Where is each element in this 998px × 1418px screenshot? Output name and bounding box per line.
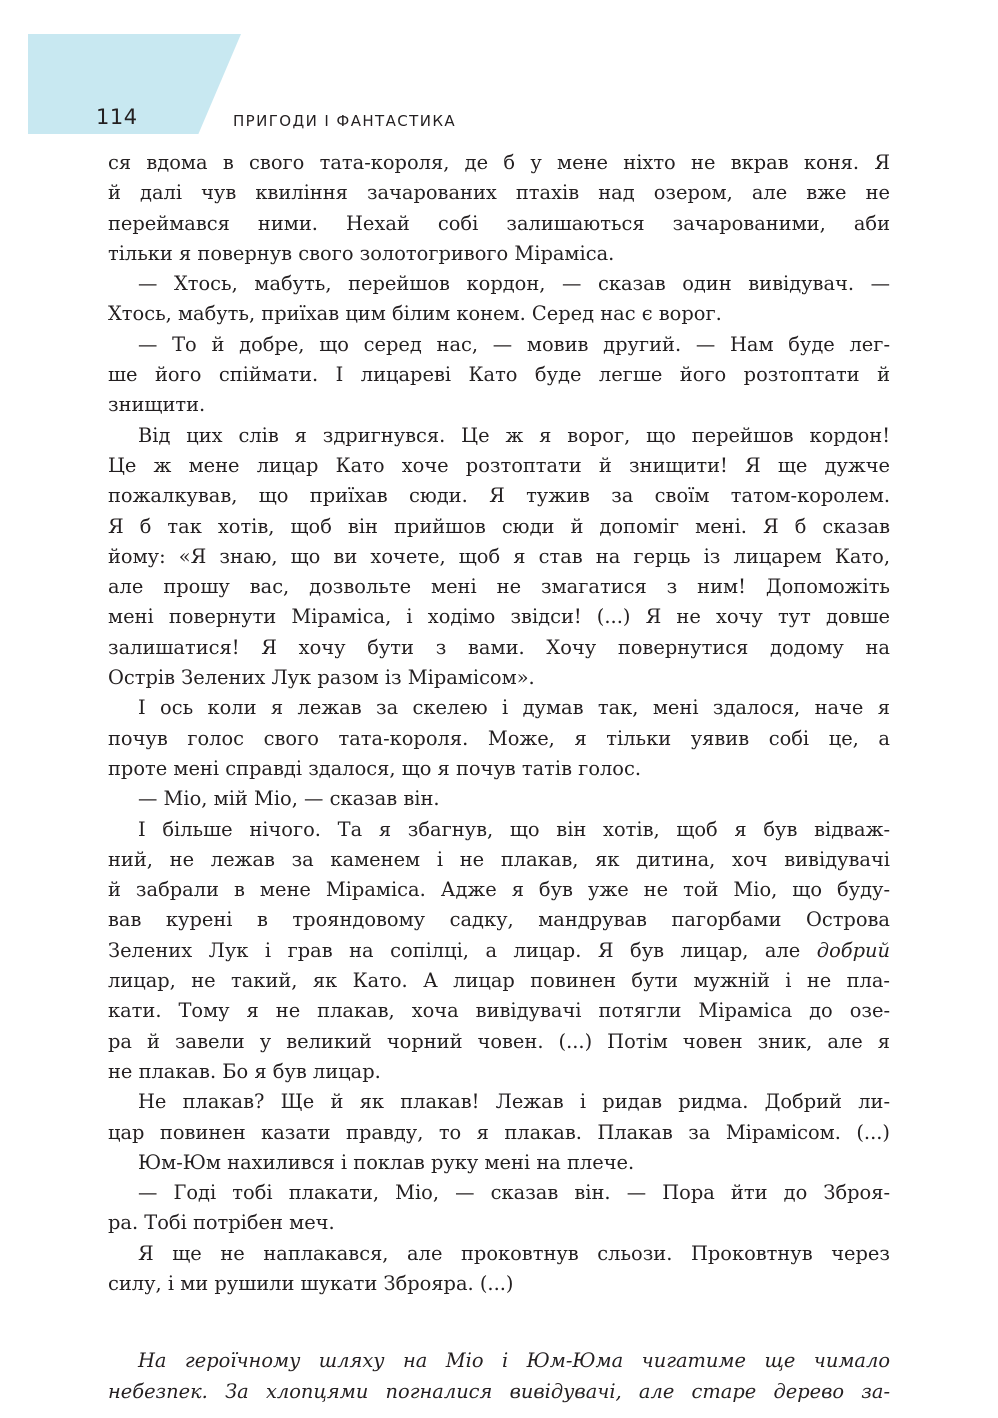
section-title: ПРИГОДИ І ФАНТАСТИКА bbox=[233, 112, 457, 130]
body-text bbox=[108, 148, 890, 1407]
text-line: лицар, не такий, як Като. А лицар повинен бути мужній і не пла- bbox=[108, 969, 890, 993]
text-line: цар повинен казати правду, то я плакав. Плакав за Мірамісом. (...) bbox=[108, 1120, 890, 1144]
text-line: не плакав. Бо я був лицар. bbox=[108, 1059, 381, 1083]
text-line: Я б так хотів, щоб він прийшов сюди й допоміг мені. Я б сказав bbox=[108, 514, 890, 538]
text-line: — Міо, мій Міо, — сказав він. bbox=[138, 787, 440, 811]
text-segment: Зелених Лук і грав на сопілці, а лицар. Я був лицар, але bbox=[108, 938, 801, 962]
text-line: ся вдома в свого тата-короля, де б у мене ніхто не вкрав коня. Я bbox=[108, 151, 890, 174]
text-line: знищити. bbox=[108, 393, 206, 417]
text-line: мені повернути Міраміса, і ходімо звідси! (...) Я не хочу тут довше bbox=[108, 605, 890, 629]
text-line: І ось коли я лежав за скелею і думав так, мені здалося, наче я bbox=[138, 696, 890, 720]
text-line bbox=[108, 936, 890, 966]
summary-line: На героїчному шляху на Міо і Юм-Юма чигатиме ще чимало bbox=[138, 1349, 890, 1373]
page-number: 114 bbox=[96, 105, 138, 129]
text-line: Я ще не наплакався, але проковтнув сльози. Проковтнув через bbox=[138, 1241, 890, 1265]
text-line: почув голос свого тата-короля. Може, я тільки уявив собі це, а bbox=[108, 726, 890, 750]
text-line: й далі чув квиління зачарованих птахів над озером, але вже не bbox=[108, 181, 890, 205]
text-line: Хтось, мабуть, приїхав цим білим конем. Серед нас є ворог. bbox=[108, 302, 722, 326]
text-line: — То й добре, що серед нас, — мовив другий. — Нам буде лег- bbox=[138, 332, 890, 356]
text-line: проте мені справді здалося, що я почув татів голос. bbox=[108, 756, 642, 780]
text-line: ше його спіймати. І лицареві Като буде легше його розтоптати й bbox=[108, 363, 890, 387]
text-line: пожалкував, що приїхав сюди. Я тужив за своїм татом-королем. bbox=[108, 484, 890, 508]
text-line: — Хтось, мабуть, перейшов кордон, — сказав один вивідувач. — bbox=[138, 272, 890, 296]
text-line: Не плакав? Ще й як плакав! Лежав і ридав ридма. Добрий ли- bbox=[138, 1090, 890, 1114]
text-line: Це ж мене лицар Като хоче розтоптати й знищити! Я ще дужче bbox=[108, 453, 890, 477]
text-line: вав курені в трояндовому садку, мандрував пагорбами Острова bbox=[108, 908, 890, 932]
text-line: силу, і ми рушили шукати Зброяра. (...) bbox=[108, 1271, 514, 1295]
text-line: й забрали в мене Міраміса. Адже я був уже не той Міо, що буду- bbox=[108, 878, 890, 902]
text-line: Юм-Юм нахилився і поклав руку мені на плече. bbox=[138, 1150, 635, 1174]
text-line: Острів Зелених Лук разом із Мірамісом». bbox=[108, 666, 535, 690]
text-line: ра й завели у великий чорний човен. (...) Потім човен зник, але я bbox=[108, 1029, 890, 1053]
text-line: переймався ними. Нехай собі залишаються зачарованими, аби bbox=[108, 211, 890, 235]
text-line: ний, не лежав за каменем і не плакав, як дитина, хоч вивідувачі bbox=[108, 847, 890, 871]
text-line: ра. Тобі потрібен меч. bbox=[108, 1211, 335, 1235]
paragraph-gap bbox=[108, 1299, 890, 1346]
text-line: тільки я повернув свого золотогривого Міраміса. bbox=[108, 241, 615, 265]
summary-line: небезпек. За хлопцями погналися вивідувачі, але старе дерево за- bbox=[108, 1379, 890, 1403]
text-line: кати. Тому я не плакав, хоча вивідувачі потягли Міраміса до озе- bbox=[108, 999, 890, 1023]
text-line: — Годі тобі плакати, Міо, — сказав він. — Пора йти до Зброя- bbox=[138, 1181, 890, 1205]
text-line: але прошу вас, дозвольте мені не змагатися з ним! Допоможіть bbox=[108, 575, 890, 599]
emphasis-word: добрий bbox=[816, 938, 890, 962]
text-line: Від цих слів я здригнувся. Це ж я ворог, що перейшов кордон! bbox=[138, 423, 890, 447]
text-line: йому: «Я знаю, що ви хочете, щоб я став на герць із лицарем Като, bbox=[108, 544, 890, 568]
text-line: І більше нічого. Та я збагнув, що він хотів, щоб я був відваж- bbox=[138, 817, 890, 841]
text-line: залишатися! Я хочу бути з вами. Хочу повернутися додому на bbox=[108, 635, 890, 659]
